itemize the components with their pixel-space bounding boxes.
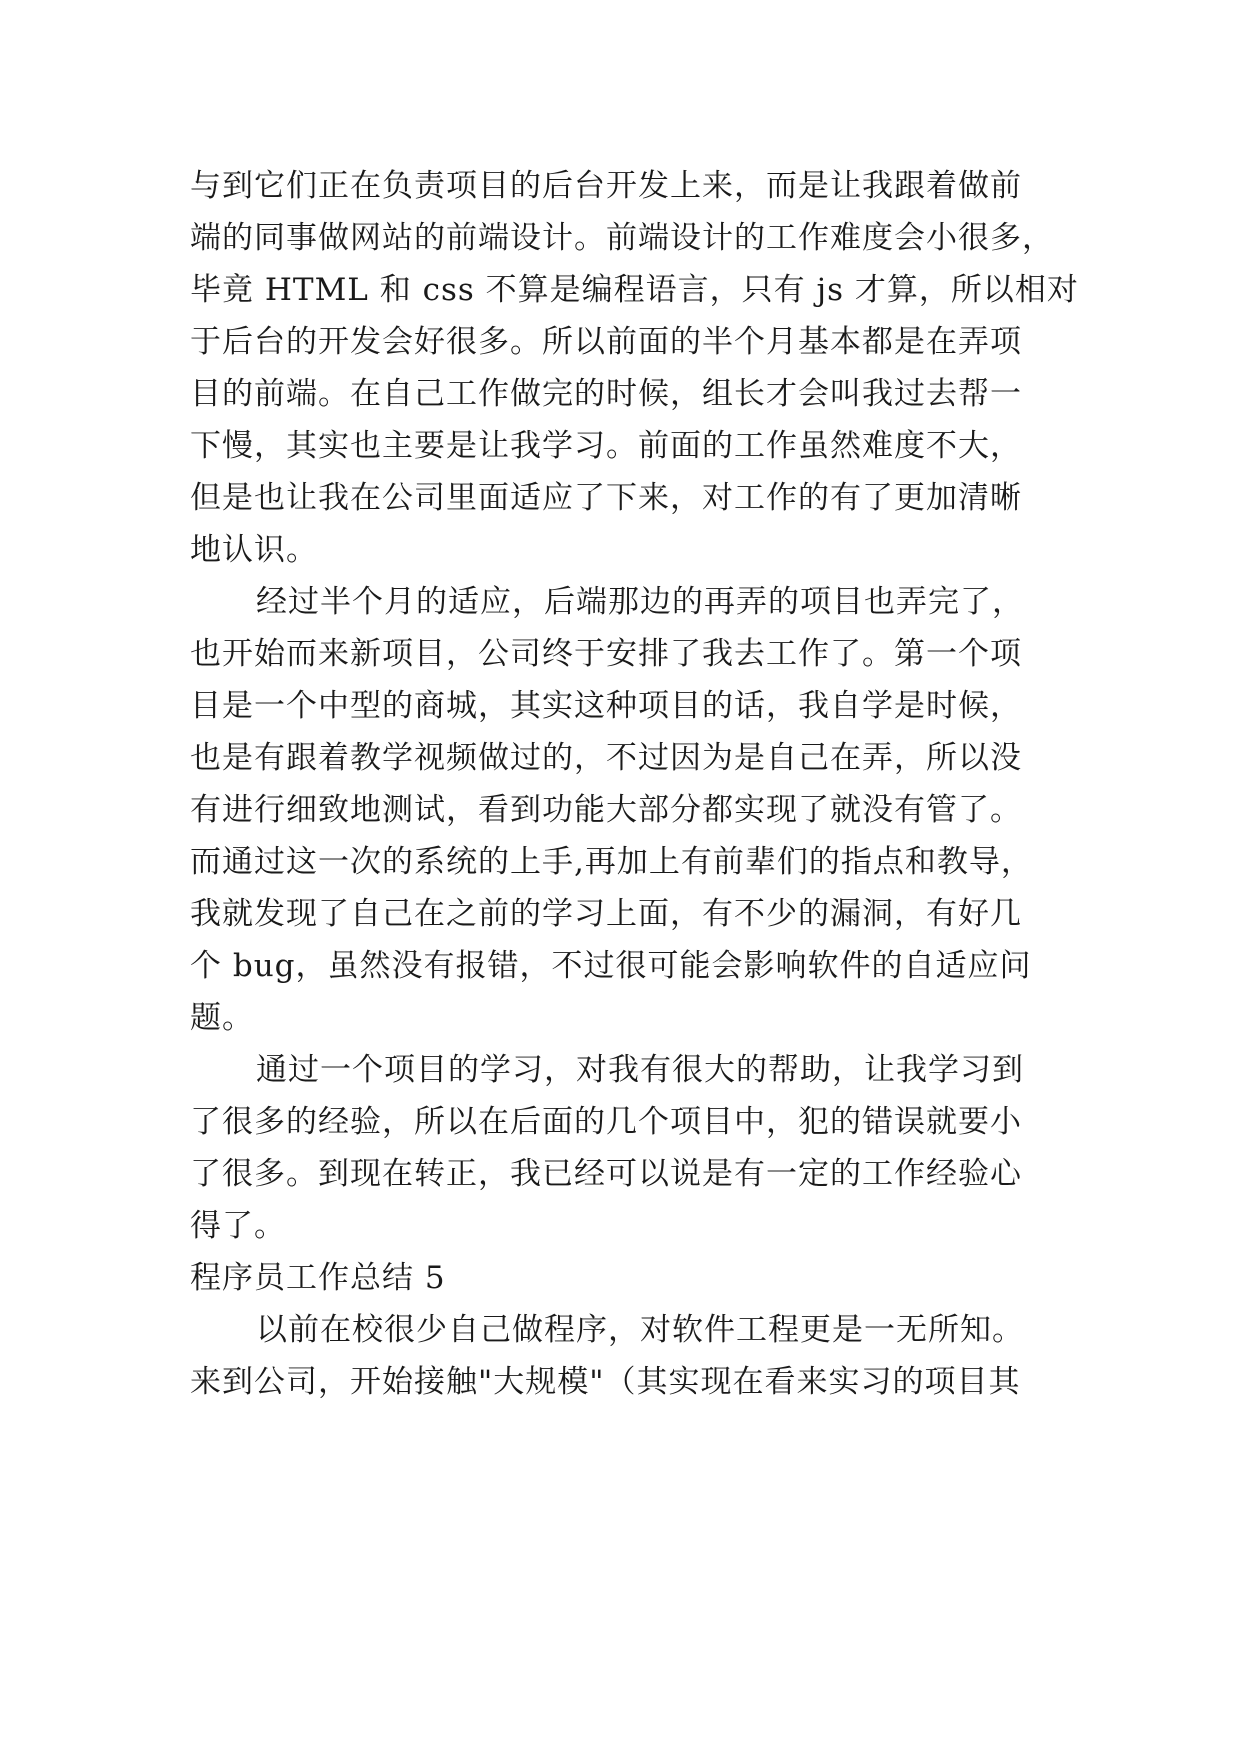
- text-line: 个 bug，虽然没有报错，不过很可能会影响软件的自适应问: [190, 948, 1032, 984]
- document-body: [190, 160, 1079, 1408]
- text-line: 于后台的开发会好很多。所以前面的半个月基本都是在弄项: [190, 324, 1022, 360]
- paragraph: [190, 1044, 1070, 1252]
- paragraph: [190, 160, 1079, 576]
- text-line: 地认识。: [190, 532, 318, 568]
- text-line: 了很多。到现在转正，我已经可以说是有一定的工作经验心: [190, 1156, 1022, 1192]
- text-line: 有进行细致地测试，看到功能大部分都实现了就没有管了。: [190, 792, 1022, 828]
- text-line: 下慢，其实也主要是让我学习。前面的工作虽然难度不大，: [190, 428, 1022, 464]
- text-line: 了很多的经验，所以在后面的几个项目中，犯的错误就要小: [190, 1104, 1022, 1140]
- text-line: 得了。: [190, 1208, 286, 1244]
- text-line: 毕竟 HTML 和 css 不算是编程语言，只有 js 才算，所以相对: [190, 272, 1079, 308]
- section-heading: 程序员工作总结 5: [190, 1260, 446, 1296]
- text-line: 与到它们正在负责项目的后台开发上来，而是让我跟着做前: [190, 168, 1022, 204]
- paragraph: [190, 576, 1070, 1044]
- text-line: 目是一个中型的商城，其实这种项目的话，我自学是时候，: [190, 688, 1022, 724]
- text-line: 端的同事做网站的前端设计。前端设计的工作难度会小很多，: [190, 220, 1054, 256]
- text-line: 题。: [190, 1000, 254, 1036]
- text-line: 目的前端。在自己工作做完的时候，组长才会叫我过去帮一: [190, 376, 1022, 412]
- text-line: 也开始而来新项目，公司终于安排了我去工作了。第一个项: [190, 636, 1022, 672]
- text-line: 我就发现了自己在之前的学习上面，有不少的漏洞，有好几: [190, 896, 1022, 932]
- text-line: 以前在校很少自己做程序，对软件工程更是一无所知。: [256, 1312, 1024, 1348]
- text-line: 但是也让我在公司里面适应了下来，对工作的有了更加清晰: [190, 480, 1022, 516]
- text-line: 经过半个月的适应，后端那边的再弄的项目也弄完了，: [256, 584, 1024, 620]
- paragraph: [190, 1304, 1070, 1408]
- text-line: 通过一个项目的学习，对我有很大的帮助，让我学习到: [256, 1052, 1024, 1088]
- text-line: 来到公司，开始接触"大规模"（其实现在看来实习的项目其: [190, 1364, 1021, 1400]
- text-line: 而通过这一次的系统的上手,再加上有前辈们的指点和教导，: [190, 844, 1033, 880]
- text-line: 也是有跟着教学视频做过的，不过因为是自己在弄，所以没: [190, 740, 1022, 776]
